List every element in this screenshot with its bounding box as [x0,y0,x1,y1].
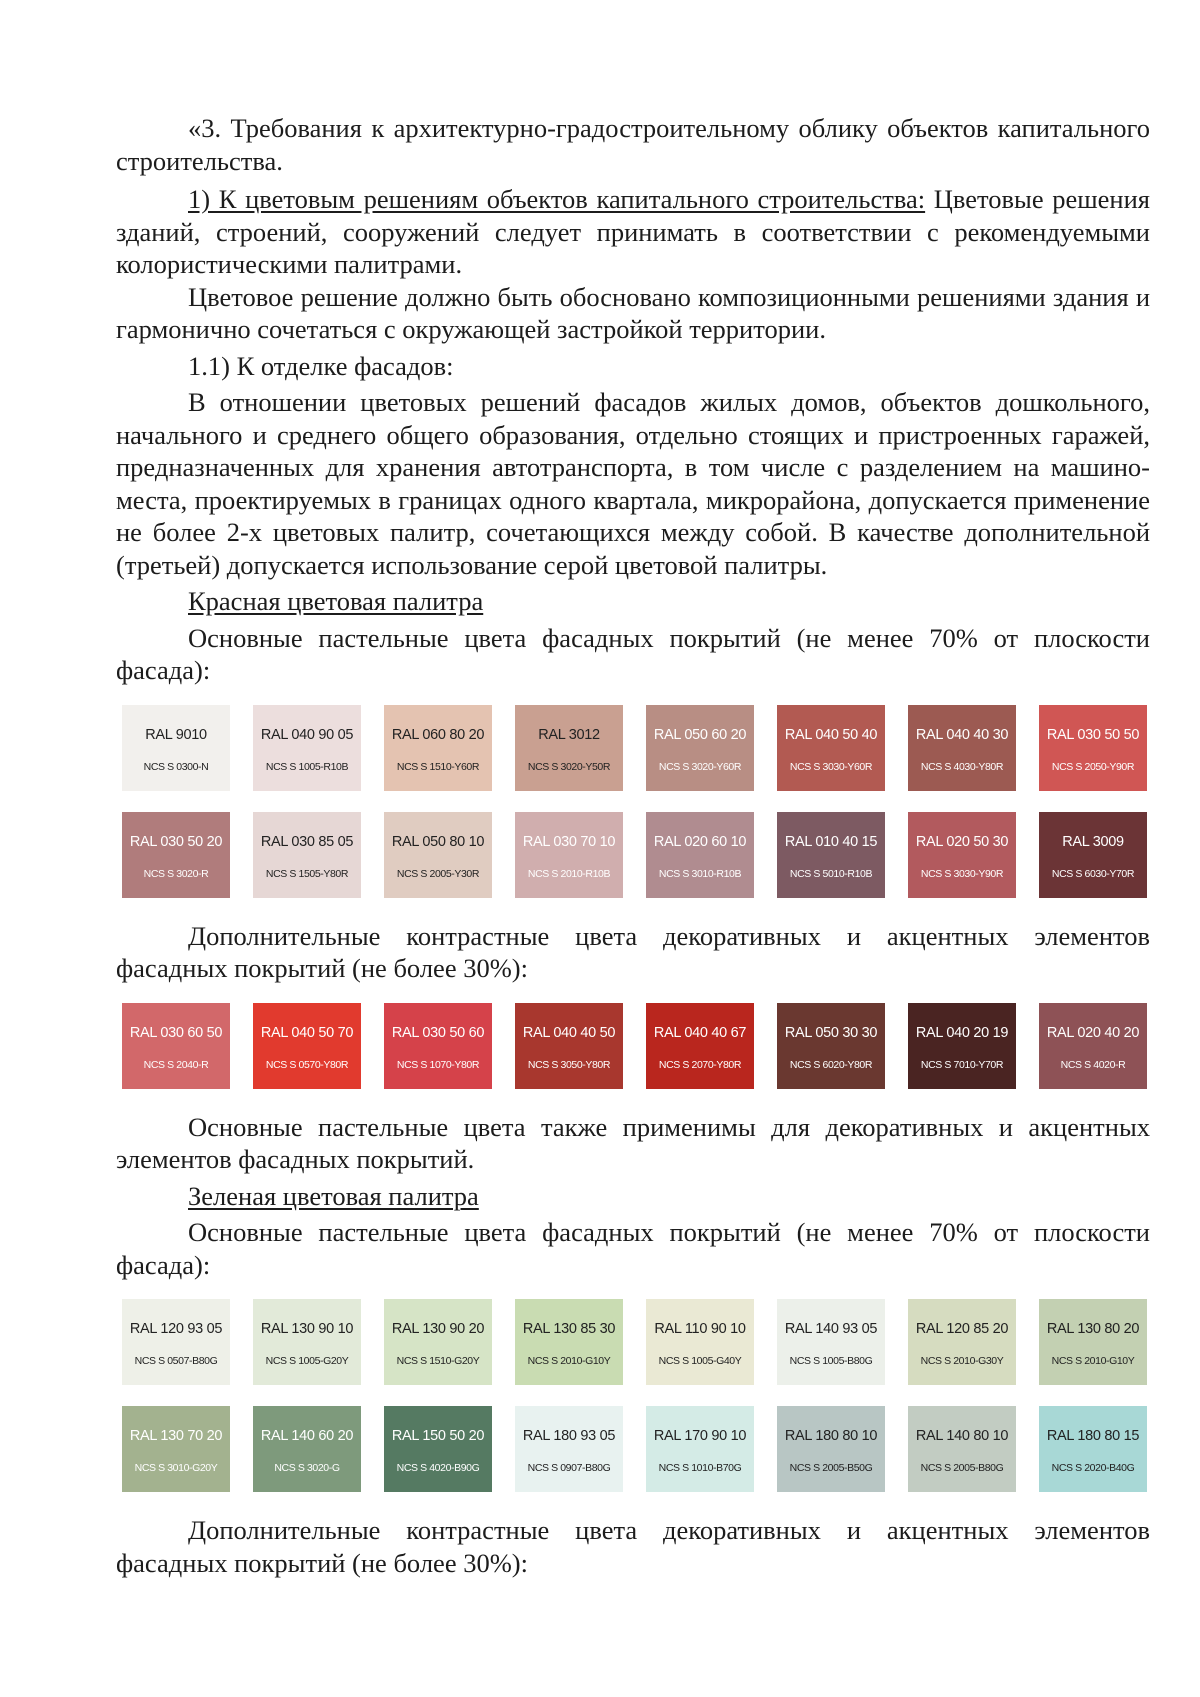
ncs-code: NCS S 1510-G20Y [396,1355,480,1367]
color-swatch [777,1003,885,1089]
ncs-code: NCS S 3010-G20Y [134,1462,218,1474]
ral-code: RAL 140 93 05 [784,1321,878,1337]
color-swatch [646,705,754,791]
ncs-code: NCS S 2005-B50G [789,1462,873,1474]
ncs-code: NCS S 2020-B40G [1051,1462,1135,1474]
ral-code: RAL 030 70 10 [522,833,616,850]
color-swatch [646,1406,754,1492]
ncs-code: NCS S 4020-B90G [396,1462,480,1474]
ral-code: RAL 130 70 20 [129,1428,223,1444]
ral-code: RAL 170 90 10 [653,1428,747,1444]
ral-code: RAL 180 80 10 [784,1428,878,1444]
color-swatch [515,1299,623,1385]
ral-code: RAL 030 60 50 [129,1024,223,1041]
section-3-title: «3. Требования к архитектурно-градостроительному облику объектов капитального строительства. [116,113,1150,176]
color-justification-paragraph: Цветовое решение должно быть обосновано композиционными решениями здания и гармонично сочетаться с окружающей застройкой территории. [116,281,1150,344]
green-main-colors-text: Основные пастельные цвета фасадных покрытий (не менее 70% от плоскости фасада): [116,1217,1150,1280]
ral-code: RAL 150 50 20 [391,1428,485,1444]
facade-finish-heading: 1.1) К отделке фасадов: [188,350,454,381]
ncs-code: NCS S 7010-Y70R [920,1058,1004,1071]
green-palette-heading: Зеленая цветовая палитра [188,1180,479,1211]
ral-code: RAL 130 90 10 [260,1321,354,1337]
ncs-code: NCS S 2010-G30Y [920,1355,1004,1367]
palette-rules-paragraph: В отношении цветовых решений фасадов жилых домов, объектов дошкольного, начального и среднего общего образования, отдельно стоящих и пристроенных гаражей, предназначенных для хранения автотранспорта, в том числе с разделением на машино-места, проектируемых в границах одного квартала, микрорайона, допускается применение не более 2-х цветовых палитр, сочетающихся между собой. В качестве дополнительной (третьей) допускается использование серой цветовой палитры. [116,387,1150,580]
color-swatch [122,1003,230,1089]
ncs-code: NCS S 1005-G20Y [265,1355,349,1367]
section-1-paragraph [116,183,1150,281]
ncs-code: NCS S 2010-G10Y [527,1355,611,1367]
ral-code: RAL 130 90 20 [391,1321,485,1337]
ncs-code: NCS S 6030-Y70R [1051,867,1135,880]
ncs-code: NCS S 0300-N [143,760,209,773]
ncs-code: NCS S 1005-B80G [789,1355,873,1367]
ral-code: RAL 110 90 10 [654,1321,746,1337]
ral-code: RAL 040 50 40 [784,726,878,743]
color-swatch [253,705,361,791]
red-accent-colors-text: Дополнительные контрастные цвета декоративных и акцентных элементов фасадных покрытий (не более 30%): [116,920,1150,983]
color-swatch [515,812,623,898]
color-swatch [515,1406,623,1492]
red-palette-heading: Красная цветовая палитра [188,586,484,616]
section-1-text: Цветовые решения зданий, строений, сооружений следует принимать в соответствии с рекомендуемыми колористическими палитрами. [116,184,1150,279]
color-swatch [1039,705,1147,791]
ral-code: RAL 130 85 30 [522,1321,616,1337]
color-swatch [908,812,1016,898]
ral-code: RAL 3012 [538,726,600,743]
color-swatch [122,812,230,898]
ncs-code: NCS S 2070-Y80R [658,1058,742,1071]
ral-code: RAL 9010 [145,726,207,743]
ral-code: RAL 020 40 20 [1046,1024,1140,1041]
color-swatch [1039,1003,1147,1089]
document-page [116,112,1150,1579]
ral-code: RAL 050 80 10 [391,833,485,850]
ral-code: RAL 050 30 30 [784,1024,878,1041]
color-swatch [908,1299,1016,1385]
red-accent-swatch-grid [122,1003,1162,1089]
ncs-code: NCS S 3020-R [143,867,209,880]
color-swatch [253,1406,361,1492]
color-swatch [777,1406,885,1492]
color-swatch [908,1406,1016,1492]
ncs-code: NCS S 1005-G40Y [658,1355,742,1367]
color-swatch [384,812,492,898]
color-swatch [777,705,885,791]
red-main-colors-text: Основные пастельные цвета фасадных покрытий (не менее 70% от плоскости фасада): [116,622,1150,685]
ral-code: RAL 040 40 67 [653,1024,747,1041]
color-swatch [908,1003,1016,1089]
ncs-code: NCS S 1070-Y80R [396,1058,480,1071]
section-1-heading: 1) К цветовым решениям объектов капитального строительства: [188,184,926,214]
ncs-code: NCS S 3030-Y60R [789,760,873,773]
ncs-code: NCS S 2050-Y90R [1051,760,1135,773]
color-swatch [253,1299,361,1385]
ral-code: RAL 020 50 30 [915,833,1009,850]
ral-code: RAL 010 40 15 [784,833,878,850]
ral-code: RAL 050 60 20 [653,726,747,743]
color-swatch [515,705,623,791]
ncs-code: NCS S 1505-Y80R [265,867,349,880]
ncs-code: NCS S 1510-Y60R [396,760,480,773]
color-swatch [777,812,885,898]
color-swatch [384,1406,492,1492]
ncs-code: NCS S 2040-R [143,1058,209,1071]
ncs-code: NCS S 3020-Y50R [527,760,611,773]
ral-code: RAL 030 50 20 [129,833,223,850]
ral-code: RAL 040 40 50 [522,1024,616,1041]
ncs-code: NCS S 4020-R [1060,1058,1126,1071]
color-swatch [777,1299,885,1385]
ncs-code: NCS S 6020-Y80R [789,1058,873,1071]
ncs-code: NCS S 2010-R10B [527,867,611,880]
color-swatch [122,705,230,791]
color-swatch [515,1003,623,1089]
color-swatch [908,705,1016,791]
color-swatch [122,1406,230,1492]
ncs-code: NCS S 0507-B80G [134,1355,218,1367]
red-note-text: Основные пастельные цвета также применимы для декоративных и акцентных элементов фасадных покрытий. [116,1111,1150,1174]
color-swatch [384,705,492,791]
color-swatch [1039,1406,1147,1492]
ral-code: RAL 020 60 10 [653,833,747,850]
color-swatch [646,1003,754,1089]
ncs-code: NCS S 2010-G10Y [1051,1355,1135,1367]
ral-code: RAL 060 80 20 [391,726,485,743]
ral-code: RAL 030 50 50 [1046,726,1140,743]
ral-code: RAL 030 50 60 [391,1024,485,1041]
ral-code: RAL 040 40 30 [915,726,1009,743]
ral-code: RAL 120 85 20 [915,1321,1009,1337]
ral-code: RAL 140 80 10 [915,1428,1009,1444]
ral-code: RAL 3009 [1062,833,1124,850]
ral-code: RAL 040 50 70 [260,1024,354,1041]
color-swatch [384,1299,492,1385]
ncs-code: NCS S 0907-B80G [527,1462,611,1474]
ncs-code: NCS S 3030-Y90R [920,867,1004,880]
green-accent-colors-text: Дополнительные контрастные цвета декоративных и акцентных элементов фасадных покрытий (не более 30%): [116,1515,1150,1578]
ncs-code: NCS S 2005-B80G [920,1462,1004,1474]
ral-code: RAL 120 93 05 [129,1321,223,1337]
ral-code: RAL 040 90 05 [260,726,354,743]
color-swatch [384,1003,492,1089]
ral-code: RAL 030 85 05 [260,833,354,850]
ncs-code: NCS S 4030-Y80R [920,760,1004,773]
green-main-swatch-grid [122,1299,1162,1492]
ncs-code: NCS S 3020-G [274,1462,340,1474]
ral-code: RAL 140 60 20 [260,1428,354,1444]
color-swatch [253,1003,361,1089]
ncs-code: NCS S 0570-Y80R [265,1058,349,1071]
color-swatch [253,812,361,898]
ncs-code: NCS S 1005-R10B [265,760,349,773]
color-swatch [646,812,754,898]
ncs-code: NCS S 3010-R10B [658,867,742,880]
color-swatch [122,1299,230,1385]
color-swatch [646,1299,754,1385]
color-swatch [1039,1299,1147,1385]
ncs-code: NCS S 3050-Y80R [527,1058,611,1071]
ral-code: RAL 130 80 20 [1046,1321,1140,1337]
ral-code: RAL 040 20 19 [915,1024,1009,1041]
red-main-swatch-grid [122,705,1162,898]
ral-code: RAL 180 93 05 [522,1428,616,1444]
ncs-code: NCS S 5010-R10B [789,867,873,880]
color-swatch [1039,812,1147,898]
ncs-code: NCS S 1010-B70G [658,1462,742,1474]
ral-code: RAL 180 80 15 [1046,1428,1140,1444]
ncs-code: NCS S 3020-Y60R [658,760,742,773]
ncs-code: NCS S 2005-Y30R [396,867,480,880]
